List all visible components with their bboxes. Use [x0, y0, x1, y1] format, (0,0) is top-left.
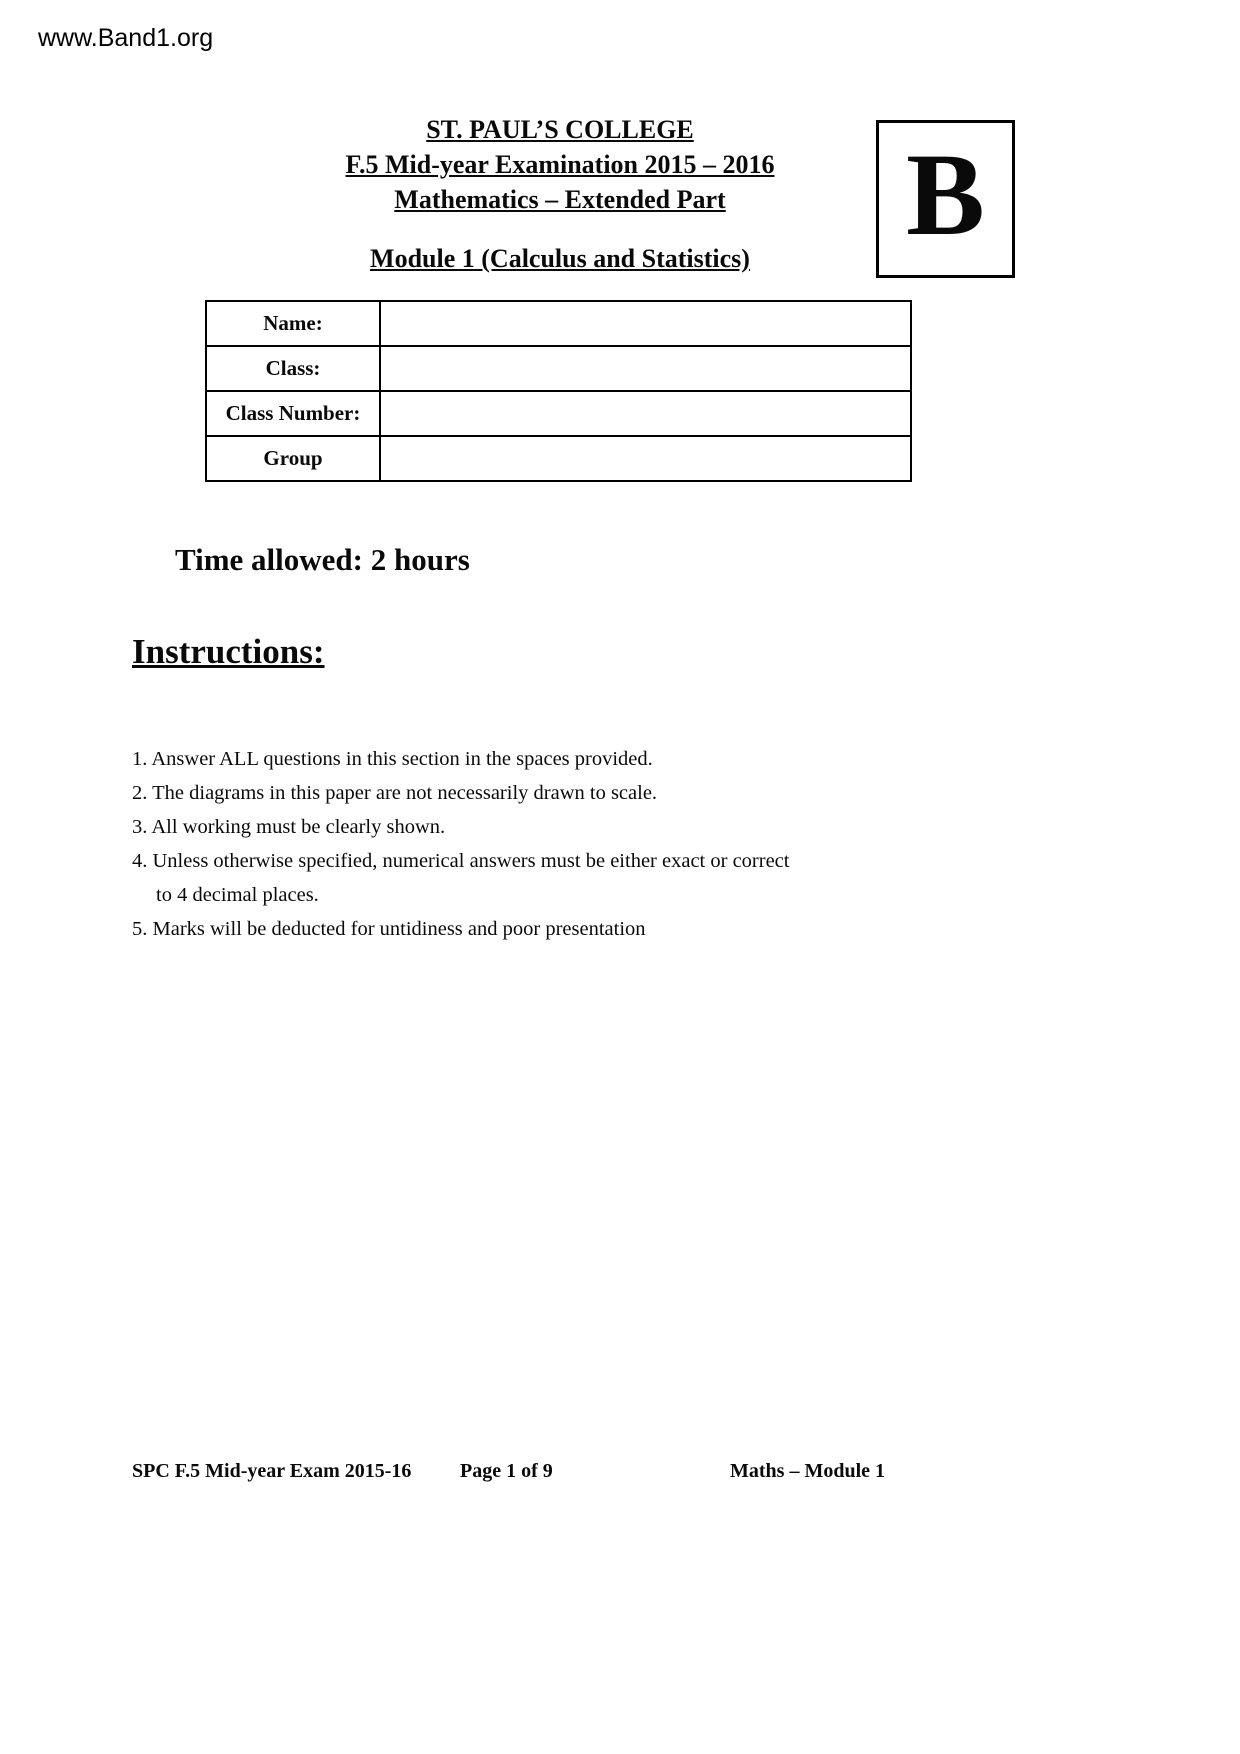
exam-title: F.5 Mid-year Examination 2015 – 2016	[345, 150, 775, 179]
time-allowed: Time allowed: 2 hours	[175, 542, 470, 577]
table-row-group	[206, 436, 911, 481]
footer-module-label: Maths – Module 1	[730, 1460, 885, 1482]
version-letter: B	[906, 129, 985, 260]
version-box	[876, 120, 1015, 278]
instructions-list	[132, 742, 792, 946]
watermark-url: www.Band1.org	[38, 24, 214, 52]
footer-page-number: Page 1 of 9	[460, 1460, 553, 1482]
subject-title: Mathematics – Extended Part	[394, 185, 726, 214]
instruction-item-5: 5. Marks will be deducted for untidiness and poor presentation	[132, 918, 646, 940]
college-name: ST. PAUL’S COLLEGE	[426, 115, 694, 144]
table-row-class-number	[206, 391, 911, 436]
student-info-table	[205, 300, 912, 482]
footer-exam-label: SPC F.5 Mid-year Exam 2015-16	[132, 1460, 412, 1482]
class-label: Class:	[206, 346, 380, 391]
instruction-item-2: 2. The diagrams in this paper are not necessarily drawn to scale.	[132, 782, 658, 804]
instructions-heading: Instructions:	[132, 632, 325, 671]
module-title: Module 1 (Calculus and Statistics)	[370, 244, 750, 273]
instruction-item-4: 4. Unless otherwise specified, numerical answers must be either exact or correct to 4 decimal places.	[132, 850, 790, 906]
title-block	[240, 112, 880, 276]
name-value-field	[380, 301, 911, 346]
table-row-class	[206, 346, 911, 391]
name-label: Name:	[206, 301, 380, 346]
group-label: Group	[206, 436, 380, 481]
class-number-value-field	[380, 391, 911, 436]
class-value-field	[380, 346, 911, 391]
class-number-label: Class Number:	[206, 391, 380, 436]
instruction-item-3: 3. All working must be clearly shown.	[132, 816, 446, 838]
instruction-item-1: 1. Answer ALL questions in this section in the spaces provided.	[132, 748, 653, 770]
group-value-field	[380, 436, 911, 481]
table-row-name	[206, 301, 911, 346]
